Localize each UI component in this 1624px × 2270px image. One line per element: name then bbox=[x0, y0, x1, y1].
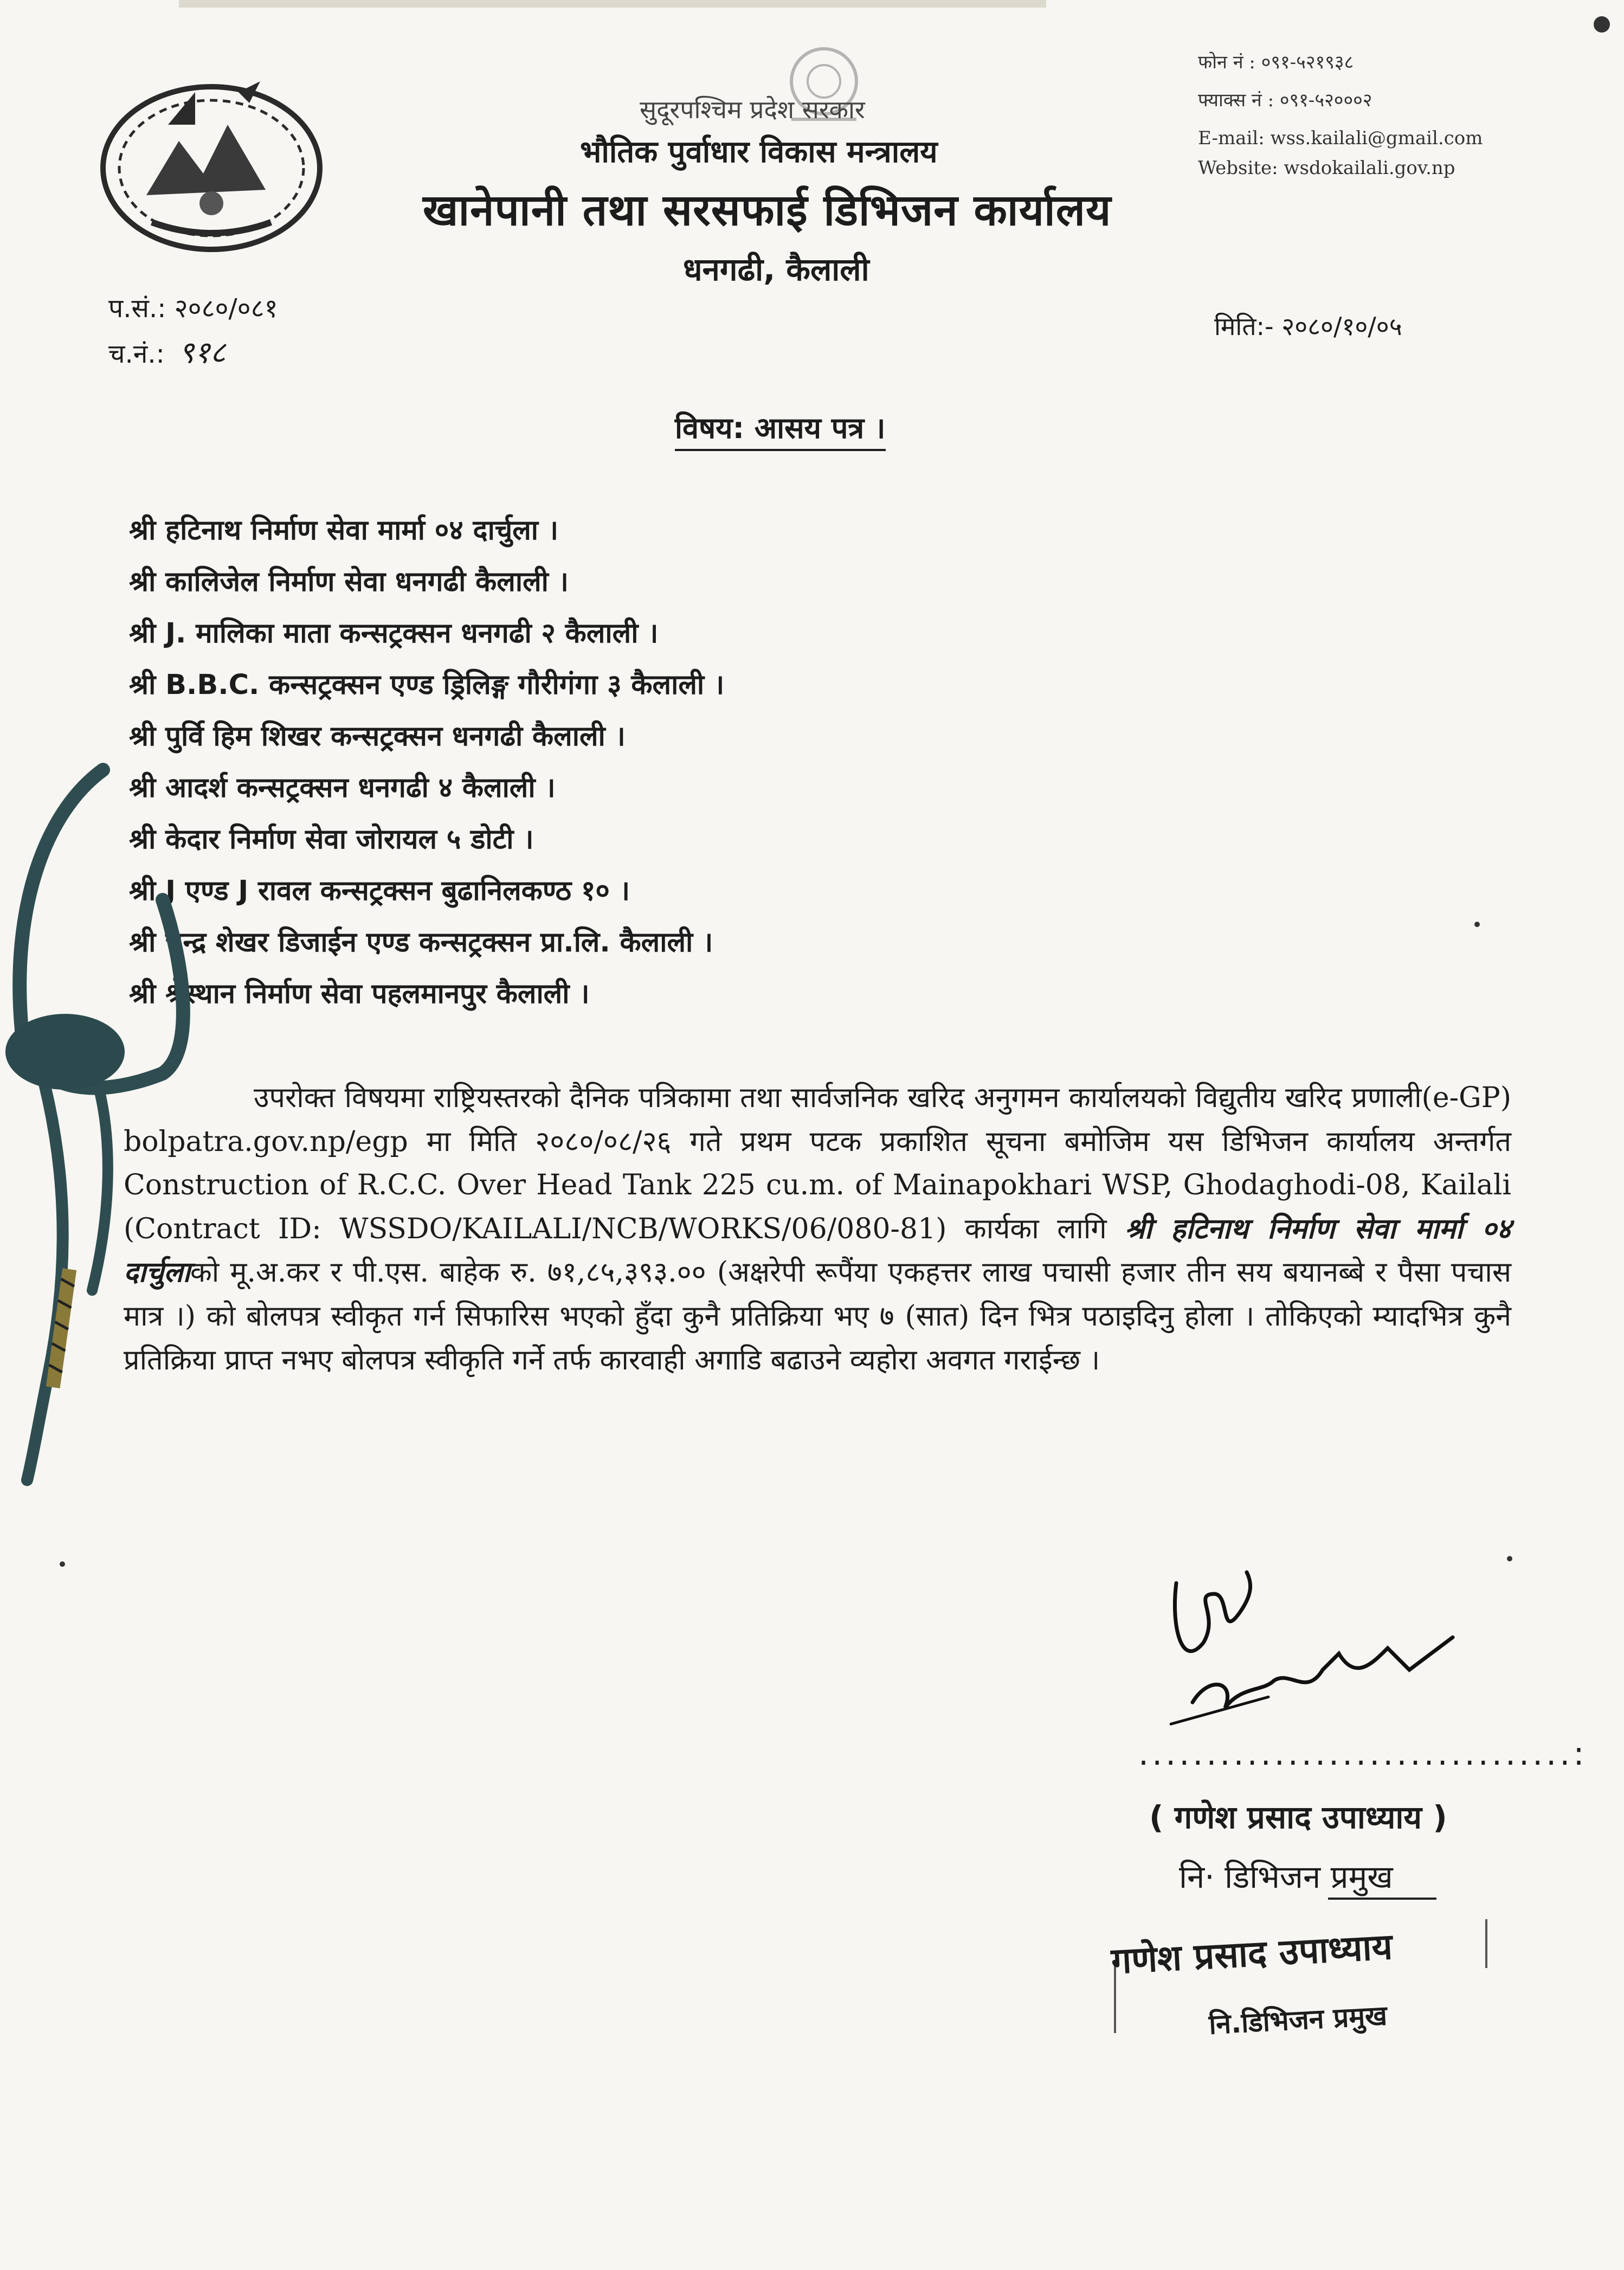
reference-ps bbox=[108, 290, 278, 325]
body-emphasis: श्री हटिनाथ निर्माण सेवा मार्मा ०४ दार्चुला bbox=[124, 1212, 1511, 1289]
contact-website: Website: wsdokailali.gov.np bbox=[1198, 157, 1455, 179]
addressee-8: श्री J एण्ड J रावल कन्सट्रक्सन बुढानिलकण्ठ १० । bbox=[129, 875, 630, 907]
top-edge-strip bbox=[179, 0, 1046, 8]
addressee-4: श्री B.B.C. कन्सट्रक्सन एण्ड ड्रिलिङ्ग गौरीगंगा ३ कैलाली । bbox=[129, 669, 725, 701]
stamp-border-right bbox=[1485, 1919, 1487, 1968]
binding-thread-icon bbox=[0, 748, 228, 1491]
handwritten-signature-icon bbox=[1160, 1561, 1464, 1740]
ministry-name: भौतिक पुर्वाधार विकास मन्त्रालय bbox=[580, 134, 938, 170]
letter-body bbox=[124, 1076, 1511, 1382]
signature-line: ................................: bbox=[1138, 1735, 1588, 1773]
body-part-2: को मू.अ.कर र पी.एस. बाहेक रु. ७१,८५,३९३.०० (अक्षरेपी रूपैंया एकहत्तर लाख पचासी हजार तीन सय बयानब्बे र पैसा पचास मात्र ।) को बोलपत्र स्वीकृत गर्न सिफारिस भएको हुँदा कुनै प्रतिक्रिया भए ७ (सात) दिन भित्र पठाइदिनु होला । तोकिएको म्यादभित्र कुनै प्रतिक्रिया प्राप्त नभए बोलपत्र स्वीकृति गर्ने तर्फ कारवाही अगाडि बढाउने व्यहोरा अवगत गराईन्छ । bbox=[124, 1256, 1511, 1377]
addressee-7: श्री केदार निर्माण सेवा जोरायल ५ डोटी । bbox=[129, 824, 534, 856]
signatory-title: नि· डिभिजन प्रमुख bbox=[1179, 1859, 1393, 1895]
addressee-10: श्री श्रेस्थान निर्माण सेवा पहलमानपुर कैलाली । bbox=[129, 978, 590, 1010]
reference-cn bbox=[108, 331, 225, 372]
addressee-5: श्री पुर्वि हिम शिखर कन्सट्रक्सन धनगढी कैलाली । bbox=[129, 721, 626, 753]
title-underline bbox=[1328, 1898, 1436, 1900]
office-location: धनगढी, कैलाली bbox=[683, 251, 869, 288]
ps-value: २०८०/०८१ bbox=[174, 293, 278, 324]
addressee-2: श्री कालिजेल निर्माण सेवा धनगढी कैलाली । bbox=[129, 566, 569, 598]
addressee-3: श्री J. मालिका माता कन्सट्रक्सन धनगढी २ कैलाली । bbox=[129, 618, 659, 650]
scan-speck bbox=[60, 1561, 65, 1567]
contact-phone: फोन नं : ०९१-५२१९३८ bbox=[1198, 52, 1354, 73]
ps-label: प.सं.: bbox=[108, 293, 166, 324]
scan-speck bbox=[1474, 922, 1480, 927]
addressee-9: श्री चन्द्र शेखर डिजाईन एण्ड कन्सट्रक्सन प्रा.लि. कैलाली । bbox=[129, 927, 713, 959]
signatory-name: ( गणेश प्रसाद उपाध्याय ) bbox=[1149, 1799, 1447, 1836]
letter-subject: विषय: आसय पत्र । bbox=[675, 407, 886, 451]
contact-email: E-mail: wss.kailali@gmail.com bbox=[1198, 127, 1483, 149]
nepal-emblem-icon bbox=[87, 60, 336, 266]
addressee-1: श्री हटिनाथ निर्माण सेवा मार्मा ०४ दार्चुला । bbox=[129, 515, 559, 546]
government-name: सुदूरपश्चिम प्रदेश सरकार bbox=[640, 95, 865, 124]
cn-label: च.नं.: bbox=[108, 339, 165, 369]
cn-value: ९१८ bbox=[178, 335, 226, 370]
addressee-6: श्री आदर्श कन्सट्रक्सन धनगढी ४ कैलाली । bbox=[129, 772, 556, 804]
scan-speck bbox=[1507, 1556, 1512, 1561]
body-part-1: उपरोक्त विषयमा राष्ट्रियस्तरको दैनिक पत्रिकामा तथा सार्वजनिक खरिद अनुगमन कार्यालयको विद्युतीय खरिद प्रणाली(e-GP) bolpatra.gov.np/egp मा मिति २०८०/०८/२६ गते प्रथम पटक प्रकाशित सूचना बमोजिम यस डिभिजन कार्यालय अन्तर्गत Construction of R.C.C. Over Head Tank 225 cu.m. of Mainapokhari WSP, Ghodaghodi-08, Kailali (Contract ID: WSSDO/KAILALI/NCB/WORKS/06/080-81) कार्यका लागि bbox=[124, 1082, 1511, 1245]
scan-speck bbox=[1594, 16, 1610, 33]
office-name: खानेपानी तथा सरसफाई डिभिजन कार्यालय bbox=[423, 185, 1112, 235]
contact-fax: फ्याक्स नं : ०९१-५२०००२ bbox=[1198, 89, 1372, 111]
letter-date: मिति:- २०८०/१०/०५ bbox=[1214, 312, 1402, 341]
stamp-name: गणेश प्रसाद उपाध्याय bbox=[1110, 1925, 1394, 1982]
stamp-title: नि.डिभिजन प्रमुख bbox=[1208, 1999, 1388, 2041]
